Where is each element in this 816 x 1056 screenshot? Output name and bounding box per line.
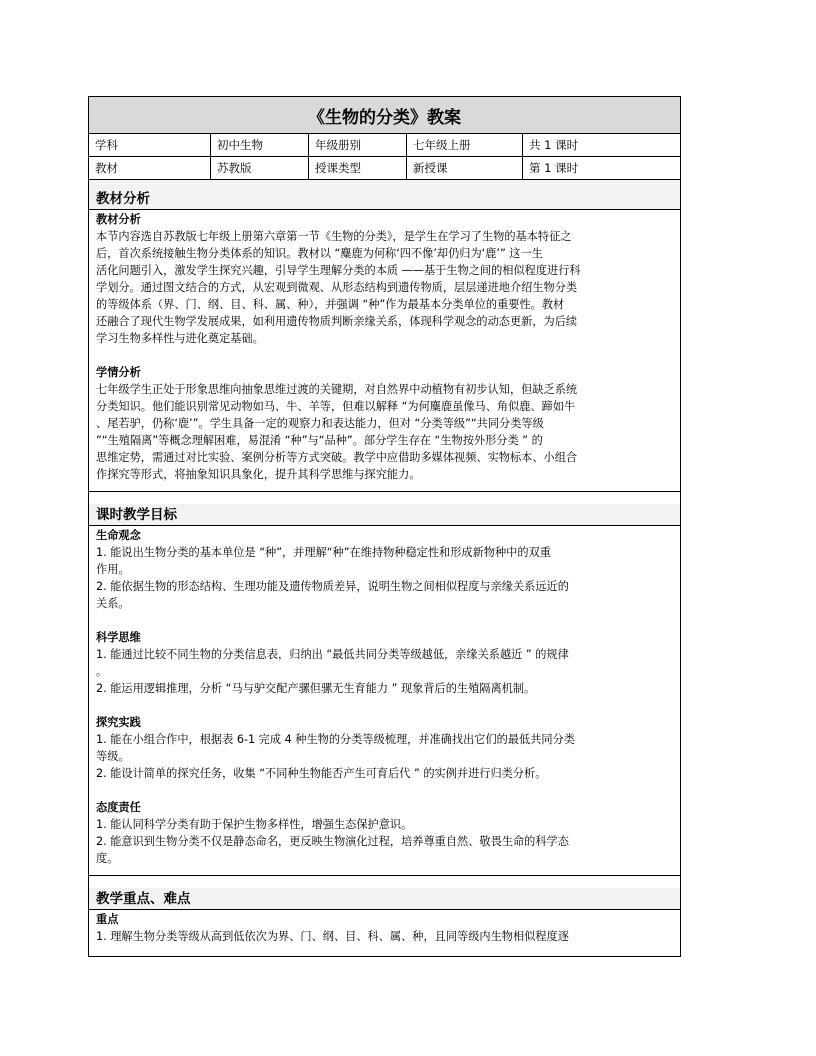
paragraph-line: 等级。 xyxy=(96,750,130,763)
info-cell: 第 1 课时 xyxy=(529,161,579,175)
paragraph-line: 关系。 xyxy=(96,597,130,610)
paragraph-line: 后，首次系统接触生物分类体系的知识。教材以 “麋鹿为何称‘四不像’却仍归为‘鹿’” 这一生 xyxy=(96,247,543,260)
paragraph-line: 、尾若驴，仍称‘鹿’”。学生具备一定的观察力和表达能力，但对 “分类等级”“共同分类等级 xyxy=(96,417,544,430)
subsection-title: 生命观念 xyxy=(96,529,141,542)
paragraph-line: 思维定势，需通过对比实验、案例分析等方式突破。教学中应借助多媒体视频、实物标本、小组合 xyxy=(96,451,578,464)
paragraph-line: 2. 能依据生物的形态结构、生理功能及遗传物质差异，说明生物之间相似程度与亲缘关系远近的 xyxy=(96,580,569,593)
subsection-title: 学情分析 xyxy=(96,366,141,379)
paragraph-line: 度。 xyxy=(96,852,119,865)
info-cell: 苏教版 xyxy=(211,157,309,179)
info-cell: 七年级上册 xyxy=(407,134,523,156)
paragraph-line: 1. 能认同科学分类有助于保护生物多样性，增强生态保护意识。 xyxy=(96,818,413,831)
info-row xyxy=(89,134,680,157)
paragraph-line: 1. 理解生物分类等级从高到低依次为界、门、纲、目、科、属、种，且同等级内生物相似程度逐 xyxy=(96,930,569,943)
paragraph-line: 作用。 xyxy=(96,563,130,576)
section-heading-key_points: 教学重点、难点 xyxy=(89,888,680,910)
paragraph-line: 本节内容选自苏教版七年级上册第六章第一节《生物的分类》，是学生在学习了生物的基本特征之 xyxy=(96,230,572,243)
paragraph-line: 活化问题引入，激发学生探究兴趣，引导学生理解分类的本质 ——基于生物之间的相似程度进行科 xyxy=(96,264,581,277)
paragraph-line: 学划分。通过图文结合的方式，从宏观到微观、从形态结构到遗传物质，层层递进地介绍生物分类 xyxy=(96,281,578,294)
info-cell: 共 1 课时 xyxy=(529,138,579,152)
info-cell: 新授课 xyxy=(407,157,523,179)
subsection-title: 教材分析 xyxy=(96,213,141,226)
subsection-title: 重点 xyxy=(96,913,119,926)
info-cell: 教材 xyxy=(89,157,211,179)
subsection-title: 探究实践 xyxy=(96,716,141,729)
paragraph-line: 2. 能运用逻辑推理，分析 “马与驴交配产骡但骡无生育能力 ” 现象背后的生殖隔离机制。 xyxy=(96,682,536,695)
paragraph-line: 作探究等形式，将抽象知识具象化，提升其科学思维与探究能力。 xyxy=(96,468,421,481)
document-title: 《生物的分类》教案 xyxy=(89,97,680,134)
lesson-plan-document xyxy=(88,96,681,957)
section-heading-objectives: 课时教学目标 xyxy=(89,504,680,526)
info-cell: 学科 xyxy=(89,134,211,156)
subsection-title: 态度责任 xyxy=(96,801,141,814)
paragraph-line: 2. 能意识到生物分类不仅是静态命名，更反映生物演化过程，培养尊重自然、敬畏生命的科学态 xyxy=(96,835,569,848)
document-sections xyxy=(89,180,680,953)
info-table xyxy=(89,134,680,180)
section-body-objectives xyxy=(89,526,680,876)
info-cell: 授课类型 xyxy=(309,157,407,179)
paragraph-line: 。 xyxy=(96,665,108,678)
info-cell: 年级册别 xyxy=(309,134,407,156)
paragraph-line: 分类知识。他们能识别常见动物如马、牛、羊等，但难以解释 “为何麋鹿虽像马、角似鹿、蹄如牛 xyxy=(96,400,576,413)
paragraph-line: 学习生物多样性与进化奠定基础。 xyxy=(96,332,264,345)
info-row xyxy=(89,157,680,180)
subsection-title: 科学思维 xyxy=(96,631,141,644)
paragraph-line: ”“生殖隔离”等概念理解困难，易混淆 “种”与“品种”。部分学生存在 “生物按外形分类 ” 的 xyxy=(96,434,543,447)
section-heading-analysis: 教材分析 xyxy=(89,180,680,210)
paragraph-line: 2. 能设计简单的探究任务，收集 “不同种生物能否产生可育后代 ” 的实例并进行归类分析。 xyxy=(96,767,547,780)
section-body-key_points xyxy=(89,910,680,953)
paragraph-line: 七年级学生正处于形象思维向抽象思维过渡的关键期，对自然界中动植物有初步认知，但缺乏系统 xyxy=(96,383,578,396)
section-body-analysis xyxy=(89,210,680,492)
paragraph-line: 还融合了现代生物学发展成果，如利用遗传物质判断亲缘关系，体现科学观念的动态更新，为后续 xyxy=(96,315,578,328)
paragraph-line: 1. 能说出生物分类的基本单位是 “种”，并理解“种”在维持物种稳定性和形成新物种中的双重 xyxy=(96,546,551,559)
paragraph-line: 的等级体系（界、门、纲、目、科、属、种），并强调 “种”作为最基本分类单位的重要性。教材 xyxy=(96,298,565,311)
paragraph-line: 1. 能通过比较不同生物的分类信息表，归纳出 “最低共同分类等级越低，亲缘关系越近 ” 的规律 xyxy=(96,648,569,661)
paragraph-line: 1. 能在小组合作中，根据表 6-1 完成 4 种生物的分类等级梳理，并准确找出它们的最低共同分类 xyxy=(96,733,575,746)
info-cell: 初中生物 xyxy=(211,134,309,156)
